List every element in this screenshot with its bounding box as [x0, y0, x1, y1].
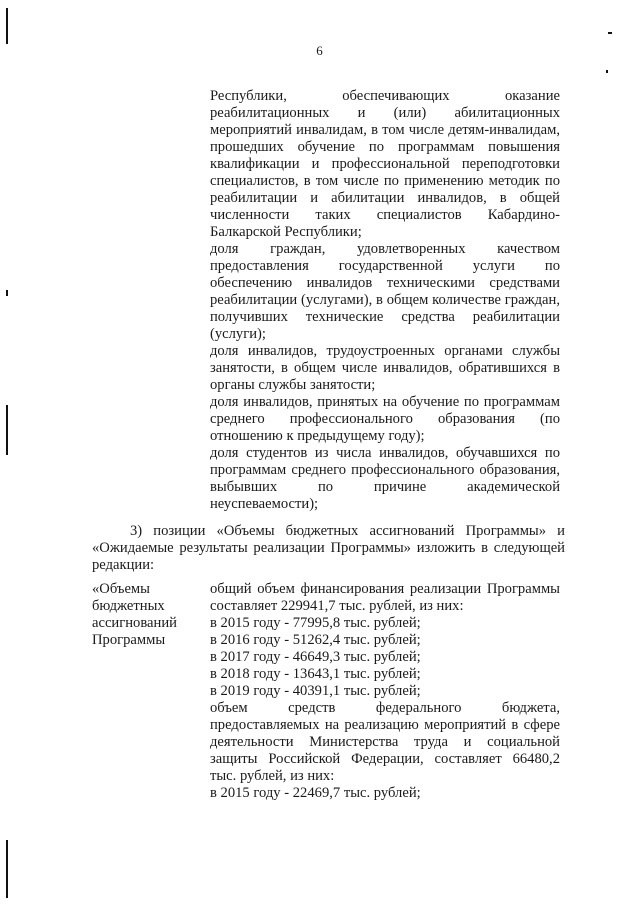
- budget-year: в 2019 году - 40391,1 тыс. рублей;: [210, 683, 421, 699]
- federal-budget: объем средств федерального бюджета, предоставляемых на реализацию мероприятий в сфере деятельности Министерства труда и социальной защиты Российской Федерации, составляет 66480,2 тыс. рублей, из них:: [210, 700, 560, 784]
- budget-year: в 2018 году - 13643,1 тыс. рублей;: [210, 666, 421, 682]
- indicator-item: доля инвалидов, принятых на обучение по программам среднего профессионального образования (по отношению к предыдущему году);: [210, 394, 560, 444]
- budget-year: в 2015 году - 77995,8 тыс. рублей;: [210, 615, 421, 631]
- scan-artifact: [608, 32, 612, 34]
- budget-year: в 2017 году - 46649,3 тыс. рублей;: [210, 649, 421, 665]
- budget-year: в 2016 году - 51262,4 тыс. рублей;: [210, 632, 421, 648]
- scan-artifact: [6, 405, 8, 455]
- indicator-item: доля граждан, удовлетворенных качеством предоставления государственной услуги по обеспечению инвалидов техническими средствами реабилитации (услугами), в общем количестве граждан, получивших технические средства реабилитации (услуги);: [210, 241, 560, 342]
- indicator-item: доля инвалидов, трудоустроенных органами службы занятости, в общем числе инвалидов, обратившихся в органы службы занятости;: [210, 343, 560, 393]
- budget-content: [210, 581, 560, 802]
- indicators-list: [210, 88, 560, 513]
- indicator-item: доля студентов из числа инвалидов, обучавшихся по программам среднего профессионального образования, выбывших по причине академической неуспеваемости);: [210, 445, 560, 512]
- page-number: 6: [316, 43, 323, 58]
- indicator-item: Республики, обеспечивающих оказание реабилитационных и (или) абилитационных мероприятий инвалидам, в том числе детям-инвалидам, прошедших обучение по программам повышения квалификации и профессиональной переподготовки специалистов, в том числе по применению методик по реабилитации и абилитации инвалидов, в общей численности таких специалистов Кабардино-Балкарской Республики;: [210, 88, 560, 240]
- item-3-paragraph: 3) позиции «Объемы бюджетных ассигнований Программы» и «Ожидаемые результаты реализации Программы» изложить в следующей редакции:: [92, 523, 565, 573]
- federal-budget-year: в 2015 году - 22469,7 тыс. рублей;: [210, 785, 421, 801]
- budget-label: «Объемы бюджетных ассигнований Программы: [92, 581, 177, 648]
- scan-artifact: [6, 290, 8, 296]
- budget-total: общий объем финансирования реализации Программы составляет 229941,7 тыс. рублей, из них:: [210, 581, 560, 614]
- scan-artifact: [6, 840, 8, 898]
- scan-artifact: [606, 70, 608, 73]
- scan-artifact: [6, 8, 8, 44]
